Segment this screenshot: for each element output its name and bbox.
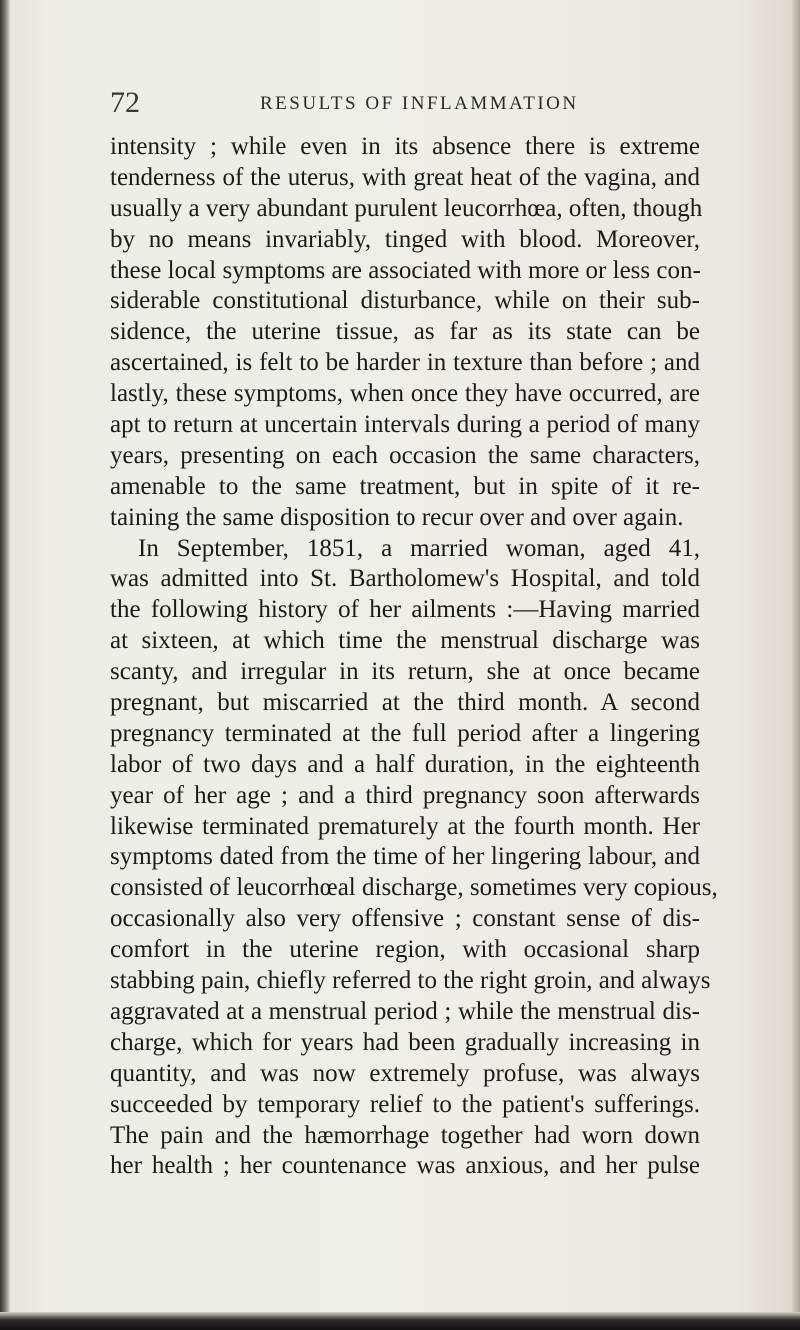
text-line: years, presenting on each occasion the same characters, — [110, 441, 700, 469]
page-bottom-edge — [0, 1312, 800, 1330]
text-line: sidence, the uterine tissue, as far as its state can be — [110, 318, 700, 346]
text-line: pregnant, but miscarried at the third month. A second — [110, 689, 700, 717]
text-line: these local symptoms are associated with more or less con- — [110, 256, 701, 284]
text-line: stabbing pain, chiefly referred to the right groin, and always — [110, 967, 711, 995]
text-line: her health ; her countenance was anxious, and her pulse — [110, 1152, 700, 1180]
page-header — [110, 86, 710, 122]
page-edge — [792, 0, 800, 1330]
text-line: at sixteen, at which time the menstrual discharge was — [110, 627, 700, 655]
page-number: 72 — [110, 86, 140, 119]
text-line: ascertained, is felt to be harder in texture than before ; and — [110, 349, 700, 377]
text-line: scanty, and irregular in its return, she at once became — [110, 658, 700, 686]
text-line: the following history of her ailments :—Having married — [110, 596, 700, 624]
text-line: aggravated at a menstrual period ; while the menstrual dis- — [110, 997, 700, 1025]
text-line: likewise terminated prematurely at the fourth month. Her — [110, 812, 700, 840]
running-head: RESULTS OF INFLAMMATION — [260, 93, 579, 114]
text-line: by no means invariably, tinged with blood. Moreover, — [110, 225, 700, 253]
text-line: symptoms dated from the time of her lingering labour, and — [110, 843, 700, 871]
text-line: quantity, and was now extremely profuse, was always — [110, 1059, 700, 1087]
text-line: usually a very abundant purulent leucorrhœa, often, though — [110, 194, 703, 222]
text-line: was admitted into St. Bartholomew's Hospital, and told — [110, 565, 700, 593]
text-line: charge, which for years had been gradually increasing in — [110, 1028, 700, 1056]
body-text — [110, 132, 718, 1182]
page-gutter-shadow — [0, 0, 10, 1330]
text-line: taining the same disposition to recur over and over again. — [110, 503, 684, 531]
text-line: intensity ; while even in its absence there is extreme — [110, 133, 700, 160]
text-line: lastly, these symptoms, when once they have occurred, are — [110, 380, 700, 408]
text-line: succeeded by temporary relief to the patient's sufferings. — [110, 1090, 700, 1118]
text-line: consisted of leucorrhœal discharge, sometimes very copious, — [110, 874, 718, 902]
text-line: pregnancy terminated at the full period after a lingering — [110, 719, 700, 747]
text-line: In September, 1851, a married woman, aged 41, — [138, 534, 700, 562]
text-line: occasionally also very offensive ; constant sense of dis- — [110, 905, 700, 933]
text-line: amenable to the same treatment, but in spite of it re- — [110, 472, 700, 500]
text-line: siderable constitutional disturbance, while on their sub- — [110, 287, 700, 315]
text-line: labor of two days and a half duration, in the eighteenth — [110, 750, 700, 778]
text-line: year of her age ; and a third pregnancy soon afterwards — [110, 781, 700, 809]
text-line: apt to return at uncertain intervals during a period of many — [110, 411, 700, 439]
text-line: The pain and the hæmorrhage together had worn down — [110, 1121, 700, 1149]
text-line: tenderness of the uterus, with great heat of the vagina, and — [110, 163, 700, 191]
text-line: comfort in the uterine region, with occasional sharp — [110, 936, 700, 964]
